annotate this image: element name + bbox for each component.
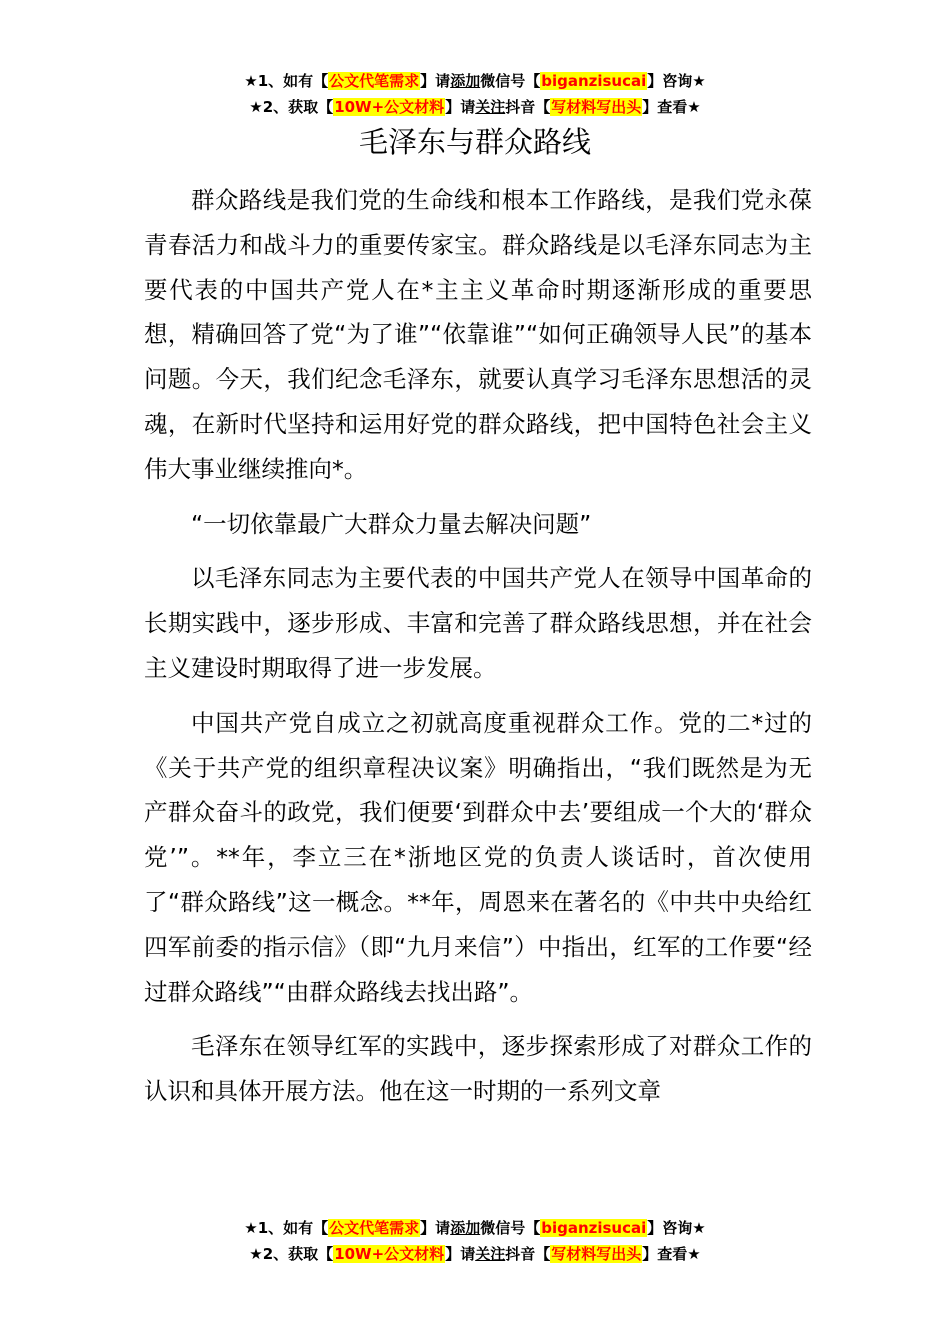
promo-emphasis: 关注 <box>475 1245 506 1263</box>
promo-text: 】请 <box>420 72 451 90</box>
highlight-douyin: 写材料写出头 <box>551 98 642 116</box>
highlight-douyin: 写材料写出头 <box>551 1245 642 1263</box>
paragraph: 毛泽东在领导红军的实践中，逐步探索形成了对群众工作的认识和具体开展方法。他在这一时期的一系列文章 <box>144 1032 812 1106</box>
promo-text: 抖音【 <box>505 98 551 116</box>
promo-emphasis: 添加 <box>450 72 481 90</box>
highlight-wechat-id: biganzisucai <box>541 1219 647 1237</box>
highlight-materials: 10W+公文材料 <box>334 1245 445 1263</box>
promo-text: 】查看★ <box>642 98 701 116</box>
promo-text: 】请 <box>420 1219 451 1237</box>
promo-text: 】咨询★ <box>647 1219 706 1237</box>
highlight-wechat-id: biganzisucai <box>541 72 647 90</box>
promo-text: 抖音【 <box>505 1245 551 1263</box>
document-body <box>144 178 812 1124</box>
promo-emphasis: 添加 <box>450 1219 481 1237</box>
promo-text: 微信号【 <box>480 1219 541 1237</box>
promo-text: ★1、如有【 <box>244 1219 329 1237</box>
promo-text: ★2、获取【 <box>249 98 334 116</box>
promo-text: 】咨询★ <box>647 72 706 90</box>
promo-text: ★1、如有【 <box>244 72 329 90</box>
promo-line-1 <box>0 1215 950 1241</box>
promo-line-2 <box>0 94 950 120</box>
paragraph: 以毛泽东同志为主要代表的中国共产党人在领导中国革命的长期实践中，逐步形成、丰富和完善了群众路线思想，并在社会主义建设时期取得了进一步发展。 <box>144 564 812 682</box>
promo-text: 】请 <box>445 1245 476 1263</box>
paragraph: 中国共产党自成立之初就高度重视群众工作。党的二*过的《关于共产党的组织章程决议案》明确指出，“我们既然是为无产群众奋斗的政党，我们便要‘到群众中去’要组成一个大的‘群众党’”。**年，李立三在*浙地区党的负责人谈话时，首次使用了“群众路线”这一概念。**年，周恩来在著名的《中共中央给红四军前委的指示信》（即“九月来信”）中指出，红军的工作要“经过群众路线”“由群众路线去找出路”。 <box>144 708 812 1006</box>
highlight-service: 公文代笔需求 <box>329 72 420 90</box>
promo-text: ★2、获取【 <box>249 1245 334 1263</box>
document-title: 毛泽东与群众路线 <box>358 125 591 159</box>
highlight-materials: 10W+公文材料 <box>334 98 445 116</box>
promo-line-1 <box>0 68 950 94</box>
highlight-service: 公文代笔需求 <box>329 1219 420 1237</box>
promo-text: 】请 <box>445 98 476 116</box>
promo-text: 微信号【 <box>480 72 541 90</box>
promo-text: 】查看★ <box>642 1245 701 1263</box>
promo-banner-top <box>0 68 950 120</box>
paragraph: 群众路线是我们党的生命线和根本工作路线，是我们党永葆青春活力和战斗力的重要传家宝。群众路线是以毛泽东同志为主要代表的中国共产党人在*主主义革命时期逐渐形成的重要思想，精确回答了党“为了谁”“依靠谁”“如何正确领导人民”的基本问题。今天，我们纪念毛泽东，就要认真学习毛泽东思想活的灵魂，在新时代坚持和运用好党的群众路线，把中国特色社会主义伟大事业继续推向*。 <box>144 186 812 483</box>
promo-banner-bottom <box>0 1215 950 1267</box>
promo-emphasis: 关注 <box>475 98 506 116</box>
promo-line-2 <box>0 1241 950 1267</box>
section-heading: “一切依靠最广大群众力量去解决问题” <box>191 509 592 538</box>
